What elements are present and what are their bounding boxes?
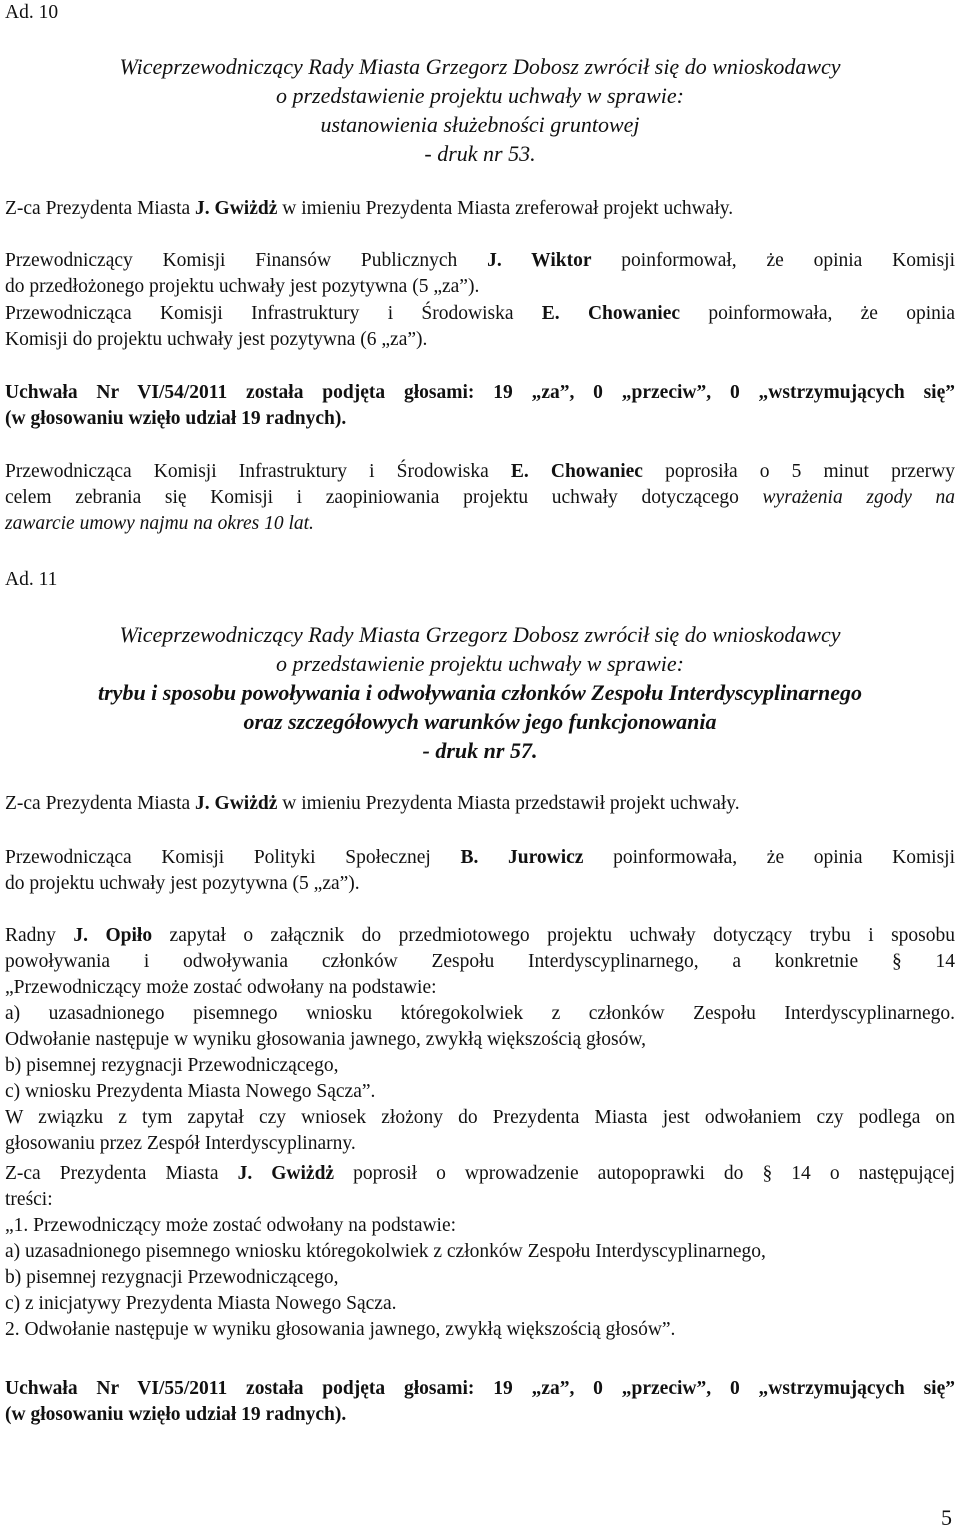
ad11-title-line: trybu i sposobu powoływania i odwoływania członków Zespołu Interdyscyplinarnego xyxy=(98,680,862,705)
text-run: Przewodniczący Komisji Finansów Publicznych xyxy=(5,250,488,271)
text-run: poprosił o wprowadzenie autopoprawki do § 14 o następującej xyxy=(334,1163,955,1184)
paragraph-line: do przedłożonego projektu uchwały jest pozytywna (5 „za”). xyxy=(5,276,480,297)
person-name: J. Opiło xyxy=(73,925,153,946)
ad11-title-line: - druk nr 57. xyxy=(422,738,538,763)
resolution-line: (w głosowaniu wzięło udział 19 radnych). xyxy=(5,408,347,429)
text-run: Radny xyxy=(5,925,74,946)
ad10-resolution xyxy=(5,380,955,432)
text-run: w imieniu Prezydenta Miasta przedstawił projekt uchwały. xyxy=(277,793,740,814)
ad10-paragraph-break-request xyxy=(5,459,955,537)
text-run: Z-ca Prezydenta Miasta xyxy=(5,198,196,219)
paragraph-line: c) wniosku Prezydenta Miasta Nowego Sącza”. xyxy=(5,1081,376,1102)
ad10-title-line: o przedstawienie projektu uchwały w sprawie: xyxy=(276,83,684,108)
text-run: Przewodnicząca Komisji Infrastruktury i Środowiska xyxy=(5,303,542,324)
page-number: 5 xyxy=(941,1505,952,1530)
paragraph-line: a) uzasadnionego pisemnego wniosku któregokolwiek z członków Zespołu Interdyscyplinarnego, xyxy=(5,1241,766,1262)
text-run: poinformowała, że opinia xyxy=(680,303,955,324)
paragraph-line: powoływania i odwoływania członków Zespołu Interdyscyplinarnego, a konkretnie § 14 xyxy=(5,951,955,972)
ad10-heading-text: Ad. 10 xyxy=(5,2,59,23)
paragraph-line: c) z inicjatywy Prezydenta Miasta Nowego Sącza. xyxy=(5,1293,397,1314)
paragraph-line: Odwołanie następuje w wyniku głosowania jawnego, zwykłą większością głosów, xyxy=(5,1029,647,1050)
paragraph-line xyxy=(5,248,955,274)
ad11-title xyxy=(5,620,955,765)
ad11-paragraph-presentation xyxy=(5,791,955,817)
person-name: B. Jurowicz xyxy=(460,847,584,868)
ad11-title-line: o przedstawienie projektu uchwały w sprawie: xyxy=(276,651,684,676)
person-name: E. Chowaniec xyxy=(510,461,643,482)
ad10-title-line: - druk nr 53. xyxy=(424,141,536,166)
text-run: poinformowała, że opinia Komisji xyxy=(583,847,955,868)
resolution-line: (w głosowaniu wzięło udział 19 radnych). xyxy=(5,1404,347,1425)
ad10-heading xyxy=(5,0,955,26)
paragraph-line xyxy=(5,845,955,871)
text-run: w imieniu Prezydenta Miasta zreferował projekt uchwały. xyxy=(277,198,734,219)
person-name: J. Gwiżdż xyxy=(237,1163,335,1184)
paragraph-line xyxy=(5,1161,955,1187)
person-name: J. Gwiżdż xyxy=(195,198,278,219)
person-name: E. Chowaniec xyxy=(541,303,681,324)
text-run: Przewodnicząca Komisji Infrastruktury i Środowiska xyxy=(5,461,511,482)
text-run: Z-ca Prezydenta Miasta xyxy=(5,1163,238,1184)
text-run: Przewodnicząca Komisji Polityki Społecznej xyxy=(5,847,461,868)
paragraph-line: treści: xyxy=(5,1189,53,1210)
italic-text-run: wyrażenia zgody na xyxy=(762,487,956,508)
paragraph-line xyxy=(5,196,955,222)
paragraph-line xyxy=(5,459,955,485)
text-run: celem zebrania się Komisji i zaopiniowania projektu uchwały dotyczącego xyxy=(5,487,763,508)
ad11-title-line: Wiceprzewodniczący Rady Miasta Grzegorz Dobosz zwrócił się do wnioskodawcy xyxy=(119,622,841,647)
text-run: zapytał o załącznik do przedmiotowego projektu uchwały dotyczący trybu i sposobu xyxy=(152,925,956,946)
ad11-heading-text: Ad. 11 xyxy=(5,569,58,590)
paragraph-line xyxy=(5,791,955,817)
resolution-line: Uchwała Nr VI/55/2011 została podjęta głosami: 19 „za”, 0 „przeciw”, 0 „wstrzymujących się” xyxy=(5,1378,955,1399)
ad11-title-line: oraz szczegółowych warunków jego funkcjonowania xyxy=(243,709,717,734)
ad10-paragraph-infrastructure-committee xyxy=(5,301,955,353)
ad11-paragraph-social-committee xyxy=(5,845,955,897)
person-name: J. Wiktor xyxy=(487,250,592,271)
text-run: Z-ca Prezydenta Miasta xyxy=(5,793,196,814)
paragraph-line: W związku z tym zapytał czy wniosek złożony do Prezydenta Miasta jest odwołaniem czy podlega on xyxy=(5,1107,955,1128)
ad10-title-line: ustanowienia służebności gruntowej xyxy=(320,112,640,137)
paragraph-line: b) pisemnej rezygnacji Przewodniczącego, xyxy=(5,1267,339,1288)
ad11-heading xyxy=(5,567,955,593)
paragraph-line: Komisji do projektu uchwały jest pozytywna (6 „za”). xyxy=(5,329,428,350)
paragraph-line: b) pisemnej rezygnacji Przewodniczącego, xyxy=(5,1055,339,1076)
paragraph-line: a) uzasadnionego pisemnego wniosku któregokolwiek z członków Zespołu Interdyscyplinarnego. xyxy=(5,1003,955,1024)
paragraph-line: „Przewodniczący może zostać odwołany na podstawie: xyxy=(5,977,437,998)
paragraph-line xyxy=(5,301,955,327)
ad11-paragraph-councillor-question xyxy=(5,923,955,1157)
person-name: J. Gwiżdż xyxy=(195,793,278,814)
ad11-resolution xyxy=(5,1376,955,1428)
paragraph-line: głosowaniu przez Zespół Interdyscyplinarny. xyxy=(5,1133,356,1154)
resolution-line: Uchwała Nr VI/54/2011 została podjęta głosami: 19 „za”, 0 „przeciw”, 0 „wstrzymujących się” xyxy=(5,382,955,403)
ad10-title xyxy=(5,52,955,168)
paragraph-line: do projektu uchwały jest pozytywna (5 „za”). xyxy=(5,873,360,894)
ad10-paragraph-finance-committee xyxy=(5,248,955,300)
text-run: poinformował, że opinia Komisji xyxy=(591,250,955,271)
paragraph-line xyxy=(5,923,955,949)
ad10-paragraph-presentation xyxy=(5,196,955,222)
paragraph-line: „1. Przewodniczący może zostać odwołany na podstawie: xyxy=(5,1215,457,1236)
text-run: poprosiła o 5 minut przerwy xyxy=(642,461,955,482)
ad10-title-line: Wiceprzewodniczący Rady Miasta Grzegorz Dobosz zwrócił się do wnioskodawcy xyxy=(119,54,841,79)
paragraph-line xyxy=(5,485,955,511)
ad11-paragraph-amendment xyxy=(5,1161,955,1343)
paragraph-line: 2. Odwołanie następuje w wyniku głosowania jawnego, zwykłą większością głosów”. xyxy=(5,1319,676,1340)
paragraph-line: zawarcie umowy najmu na okres 10 lat. xyxy=(5,513,314,534)
